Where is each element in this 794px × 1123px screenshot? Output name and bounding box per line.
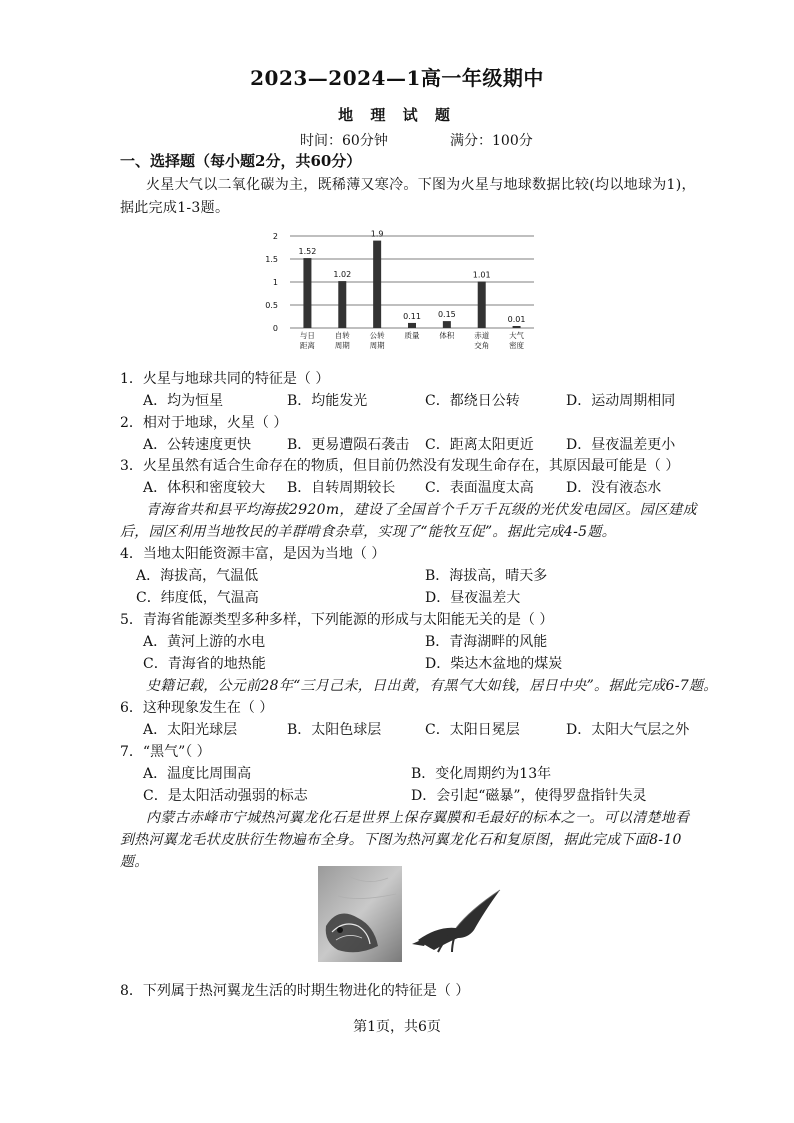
q1-option-d: D．运动周期相同 (566, 393, 676, 409)
q2-stem: 2．相对于地球，火星（ ） (120, 415, 288, 431)
q2-option-a: A．公转速度更快 (143, 437, 252, 453)
q2-option-c: C．距离太阳更近 (425, 437, 534, 453)
exam-subtitle: 地 理 试 题 (338, 106, 456, 124)
intro2-line2: 后，园区利用当地牧民的羊群啃食杂草，实现了“能牧互促”。据此完成4-5题。 (120, 524, 616, 540)
bar-value-label: 1.9 (370, 229, 384, 239)
q1-option-a: A．均为恒星 (143, 393, 224, 409)
bar (513, 326, 521, 328)
q7-option-b: B．变化周期约为13年 (411, 766, 552, 782)
q6-option-d: D．太阳大气层之外 (566, 722, 690, 738)
bar-value-label: 0.15 (437, 310, 456, 320)
q5-option-a: A．黄河上游的水电 (143, 634, 266, 650)
y-tick-label: 1.5 (265, 255, 278, 264)
intro4-line2: 到热河翼龙毛状皮肤衍生物遍布全身。下图为热河翼龙化石和复原图，据此完成下面8-10 (120, 832, 682, 848)
q5-option-c: C．青海省的地热能 (143, 656, 266, 672)
q7-option-c: C．是太阳活动强弱的标志 (143, 788, 308, 804)
intro2-line1: 青海省共和县平均海拔2920m，建设了全国首个千万千瓦级的光伏发电园区。园区建成 (146, 502, 697, 518)
page-footer: 第1页，共6页 (353, 1019, 441, 1035)
q3-option-a: A．体积和密度较大 (143, 480, 266, 496)
q8-stem: 8．下列属于热河翼龙生活的时期生物进化的特征是（ ） (120, 983, 470, 999)
bar (408, 323, 416, 328)
bar (338, 281, 346, 328)
intro4-line3: 题。 (120, 854, 149, 870)
q3-option-c: C．表面温度太高 (425, 480, 534, 496)
intro4-line1: 内蒙古赤峰市宁城热河翼龙化石是世界上保存翼膜和毛最好的标本之一。可以清楚地看 (146, 810, 690, 826)
bar-value-label: 1.52 (298, 247, 317, 257)
q5-stem: 5．青海省能源类型多种多样，下列能源的形成与太阳能无关的是（ ） (120, 612, 554, 628)
q4-option-d: D．昼夜温差大 (425, 590, 521, 606)
intro3-line1: 史籍记载，公元前28年“三月己未，日出黄，有黑气大如钱，居日中央”。据此完成6-7题。 (146, 678, 718, 694)
y-tick-label: 2 (272, 232, 278, 241)
exam-time: 时间：60分钟 (300, 133, 388, 149)
bar (303, 258, 311, 328)
x-category-label: 公转 (369, 331, 385, 340)
x-category-label: 距离 (299, 341, 315, 350)
x-category-label: 质量 (404, 331, 420, 340)
q6-stem: 6．这种现象发生在（ ） (120, 700, 274, 716)
x-category-label: 与日 (299, 331, 315, 340)
x-category-label: 密度 (509, 341, 525, 350)
q6-option-b: B．太阳色球层 (287, 722, 382, 738)
q2-option-d: D．昼夜温差更小 (566, 437, 676, 453)
q3-option-b: B．自转周期较长 (287, 480, 396, 496)
q4-stem: 4．当地太阳能资源丰富，是因为当地（ ） (120, 546, 386, 562)
bar (443, 321, 451, 328)
q1-option-c: C．都绕日公转 (425, 393, 520, 409)
bar-chart-svg (265, 226, 540, 358)
q7-option-a: A．温度比周围高 (143, 766, 252, 782)
exam-title: 2023—2024—1高一年级期中 (250, 66, 544, 90)
q4-option-a: A．海拔高，气温低 (136, 568, 259, 584)
y-tick-label: 0 (272, 324, 278, 333)
x-category-label: 周期 (334, 341, 350, 350)
intro1-line2: 据此完成1-3题。 (120, 200, 230, 216)
bar (373, 241, 381, 328)
mars-earth-chart (265, 226, 540, 358)
q6-option-a: A．太阳光球层 (143, 722, 238, 738)
x-category-label: 周期 (369, 341, 385, 350)
bar-value-label: 1.02 (333, 270, 352, 280)
x-category-label: 自转 (334, 331, 350, 340)
y-tick-label: 1 (272, 278, 278, 287)
q1-option-b: B．均能发光 (287, 393, 368, 409)
bar-value-label: 0.01 (507, 315, 526, 324)
q7-stem: 7．“黑气”（ ） (120, 744, 211, 760)
q4-option-c: C．纬度低，气温高 (136, 590, 259, 606)
bar-value-label: 1.01 (472, 270, 491, 280)
x-category-label: 体积 (439, 331, 455, 340)
x-category-label: 大气 (509, 331, 525, 340)
pterosaur-reconstruction-drawing (408, 884, 504, 954)
y-tick-label: 0.5 (265, 301, 278, 310)
q7-option-d: D．会引起“磁暴”，使得罗盘指针失灵 (411, 788, 647, 804)
intro1-line1: 火星大气以二氧化碳为主，既稀薄又寒冷。下图为火星与地球数据比较(均以地球为1)， (146, 177, 696, 193)
q5-option-b: B．青海湖畔的风能 (425, 634, 548, 650)
q3-option-d: D．没有液态水 (566, 480, 662, 496)
q6-option-c: C．太阳日冕层 (425, 722, 520, 738)
section-heading: 一、选择题（每小题2分，共60分） (120, 152, 362, 170)
exam-score: 满分：100分 (450, 133, 533, 149)
q5-option-d: D．柴达木盆地的煤炭 (425, 656, 563, 672)
q2-option-b: B．更易遭陨石袭击 (287, 437, 410, 453)
bar (478, 282, 486, 328)
pterosaur-fossil-photo (318, 866, 402, 962)
x-category-label: 赤道 (474, 331, 490, 340)
x-category-label: 交角 (474, 341, 490, 350)
q3-stem: 3．火星虽然有适合生命存在的物质，但目前仍然没有发现生命存在，其原因最可能是（ ） (120, 458, 680, 474)
q4-option-b: B．海拔高，晴天多 (425, 568, 548, 584)
q1-stem: 1．火星与地球共同的特征是（ ） (120, 371, 330, 387)
bar-value-label: 0.11 (403, 311, 421, 321)
